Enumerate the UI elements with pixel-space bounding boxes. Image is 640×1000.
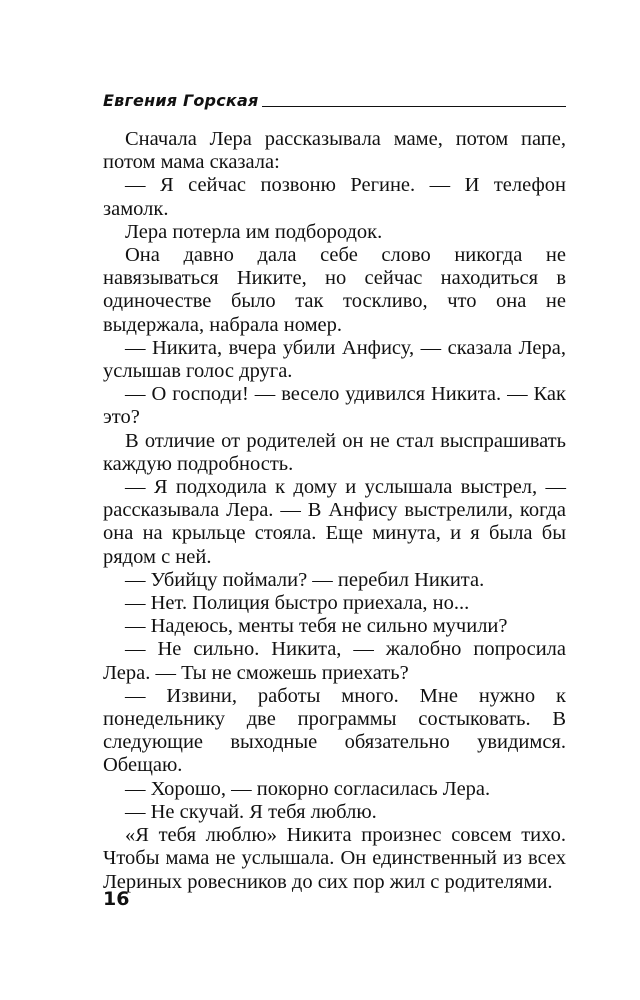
page-body (103, 128, 566, 894)
running-header (103, 88, 566, 110)
author-name: Евгения Горская (103, 91, 259, 110)
paragraph-8: — Я подходила к дому и услышала выстрел, — рассказывала Лера. — В Анфису выстрелили, когда она на крыльце стояла. Еще минута, и я была бы рядом с ней. (103, 476, 566, 568)
page-number: 16 (103, 888, 130, 910)
paragraph-3: Лера потерла им подбородок. (125, 220, 383, 243)
paragraph-9: — Убийцу поймали? — перебил Никита. (125, 568, 485, 591)
paragraph-7: В отличие от родителей он не стал выспрашивать каждую подробность. (103, 429, 566, 475)
paragraph-1: Сначала Лера рассказывала маме, потом папе, потом мама сказала: (103, 128, 566, 174)
paragraph-11: — Надеюсь, менты тебя не сильно мучили? (125, 615, 508, 638)
paragraph-5: — Никита, вчера убили Анфису, — сказала Лера, услышав голос друга. (103, 336, 566, 383)
paragraph-2: — Я сейчас позвоню Регине. — И телефон замолк. (103, 174, 566, 220)
paragraph-6: — О господи! — весело удивился Никита. — Как это? (103, 383, 566, 429)
paragraph-12: — Не сильно. Никита, — жалобно попросила Лера. — Ты не сможешь приехать? (103, 638, 566, 684)
paragraph-14: — Хорошо, — покорно согласилась Лера. (125, 777, 491, 800)
paragraph-15: — Не скучай. Я тебя люблю. (125, 800, 377, 823)
paragraph-4: Она давно дала себе слово никогда не навязываться Никите, но сейчас находиться в одиночестве было так тоскливо, что она не выдержала, набрала номер. (103, 244, 566, 336)
paragraph-10: — Нет. Полиция быстро приехала, но... (125, 592, 470, 615)
paragraph-16: «Я тебя люблю» Никита произнес совсем тихо. Чтобы мама не услышала. Он единственный из всех Лериных ровесников до сих пор жил с родителями. (103, 824, 566, 893)
header-rule (262, 106, 566, 107)
paragraph-13: — Извини, работы много. Мне нужно к понедельнику две программы состыковать. В следующие выходные обязательно увидимся. Обещаю. (103, 684, 566, 777)
